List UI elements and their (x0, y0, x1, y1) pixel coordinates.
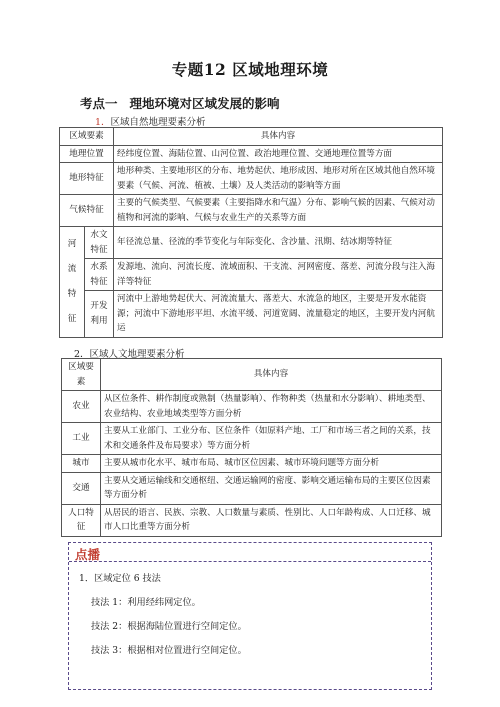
table-header-row (60, 128, 443, 146)
row-content: 河流中上游地势起伏大、河流流量大、落差大、水流急的地区，主要是开发水能资源；河流中下游地形平坦、水流平缓、河道宽阔、流量稳定的地区，主要开发内河航运 (114, 291, 443, 338)
table-row (60, 163, 443, 195)
natural-heading-number: 1． (95, 117, 111, 128)
table-row (60, 195, 443, 227)
row-label: 地理位置 (60, 145, 114, 163)
section-name: 理地环境对区域发展的影响 (129, 96, 280, 111)
river-side-label (60, 227, 85, 338)
tip-item: 技法 2：根据海陆位置进行空间定位。 (91, 621, 247, 632)
row-content: 从居民的语言、民族、宗教、人口数量与素质、性别比、人口年龄构成、人口迁移、城市人口比重等方面分析 (101, 504, 442, 536)
row-label: 工业 (62, 423, 101, 455)
table-row (60, 259, 443, 291)
page-title: 专题12 区域地理环境 (171, 60, 329, 79)
table-header-row (62, 359, 442, 391)
natural-heading-text: 区域自然地理要素分析 (110, 117, 206, 128)
table-row (62, 423, 442, 455)
side-char: 特 (67, 288, 77, 299)
tip-item: 技法 3：根据相对位置进行空间定位。 (91, 645, 247, 656)
row-label: 水文特征 (85, 227, 114, 259)
table-row (60, 291, 443, 338)
table-row (60, 227, 443, 259)
row-label: 开发利用 (85, 291, 114, 338)
natural-elements-table (59, 127, 443, 338)
section-heading (80, 94, 280, 112)
tip-title: 点播 (75, 547, 101, 562)
tip-box (68, 542, 432, 690)
table-row (62, 504, 442, 536)
table-row (62, 455, 442, 473)
row-label: 人口特征 (62, 504, 101, 536)
header-element: 区域要素 (60, 128, 114, 146)
row-content: 从区位条件、耕作制度或熟制（热量影响）、作物种类（热量和水分影响）、耕地类型、农业结构、农业地域类型等方面分析 (101, 391, 442, 423)
tip-item: 1．区域定位 6 技法 (79, 573, 161, 584)
header-content: 具体内容 (101, 359, 442, 391)
row-label: 农业 (62, 391, 101, 423)
human-elements-table (61, 358, 442, 537)
section-number: 考点一 (80, 96, 118, 111)
row-label: 地形特征 (60, 163, 114, 195)
human-heading-text: 区域人文地理要素分析 (89, 349, 185, 360)
side-char: 流 (67, 263, 77, 274)
row-content: 主要的气候类型、气候要素（主要指降水和气温）分布、影响气候的因素、气候对动植物和河流的影响、气候与农业生产的关系等方面 (114, 195, 443, 227)
row-content: 年径流总量、径流的季节变化与年际变化、含沙量、汛期、结冰期等特征 (114, 227, 443, 259)
side-char: 征 (67, 313, 77, 324)
tip-item: 技法 1：利用经纬网定位。 (91, 597, 201, 608)
row-label: 交通 (62, 472, 101, 504)
row-content: 经纬度位置、海陆位置、山河位置、政治地理位置、交通地理位置等方面 (114, 145, 443, 163)
row-content: 主要从工业部门、工业分布、区位条件（如原料产地、工厂和市场三者之间的关系，技术和交通条件及布局要求）等方面分析 (101, 423, 442, 455)
human-heading-number: 2． (74, 349, 90, 360)
header-element: 区域要素 (62, 359, 101, 391)
header-content: 具体内容 (114, 128, 443, 146)
natural-heading (95, 114, 206, 128)
row-label: 城市 (62, 455, 101, 473)
row-content: 发源地、流向、河流长度、流域面积、干支流、河网密度、落差、河流分段与注入海洋等特征 (114, 259, 443, 291)
table-row (62, 391, 442, 423)
row-content: 地形种类、主要地形区的分布、地势起伏、地形成因、地形对所在区域其他自然环境要素（气候、河流、植被、土壤）及人类活动的影响等方面 (114, 163, 443, 195)
side-char: 河 (67, 238, 77, 249)
row-content: 主要从交通运输线和交通枢纽、交通运输网的密度、影响交通运输布局的主要区位因素等方面分析 (101, 472, 442, 504)
table-row (60, 145, 443, 163)
tip-divider (69, 561, 431, 562)
row-label: 气候特征 (60, 195, 114, 227)
table-row (62, 472, 442, 504)
row-label: 水系特征 (85, 259, 114, 291)
row-content: 主要从城市化水平、城市布局、城市区位因素、城市环境问题等方面分析 (101, 455, 442, 473)
